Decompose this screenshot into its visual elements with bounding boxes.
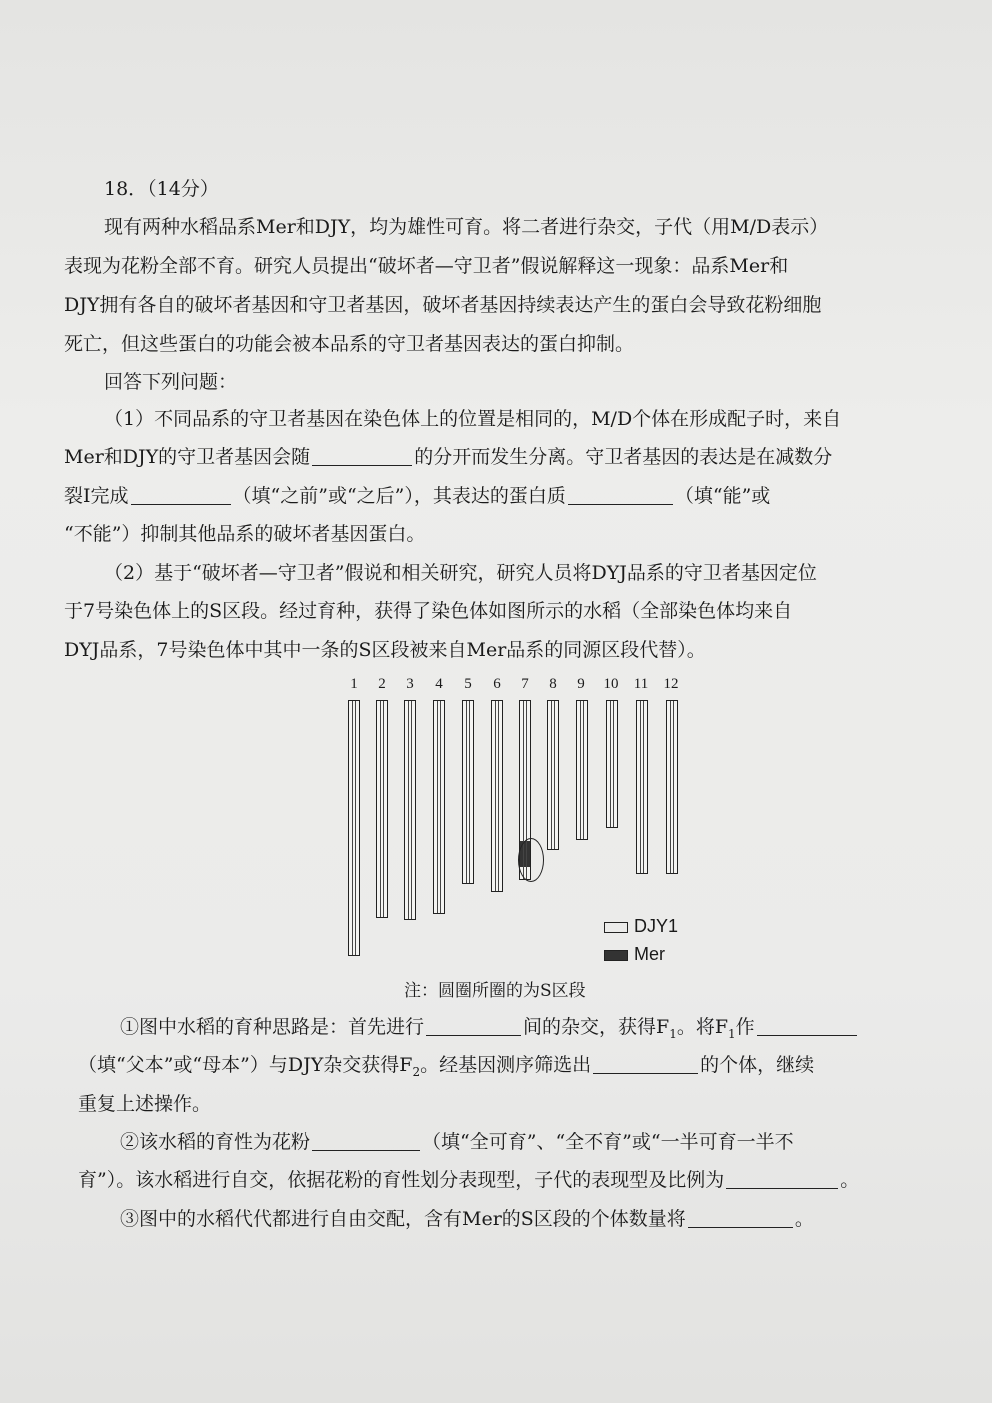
answer-blank-q1-2[interactable] xyxy=(131,484,231,505)
legend-djy-label: DJY1 xyxy=(634,916,679,936)
sub3-text-a: ③图中的水稻代代都进行自由交配，含有Mer的S区段的个体数量将 xyxy=(120,1208,686,1230)
sub2-text-d: 。 xyxy=(840,1169,860,1191)
answer-blank-sub1-1[interactable] xyxy=(426,1015,521,1036)
chromosome-figure xyxy=(330,676,690,996)
sub1-text-d: 作 xyxy=(735,1016,755,1038)
chromosome-2 xyxy=(376,700,388,918)
q1-line-2 xyxy=(64,444,944,470)
chromosome-5 xyxy=(462,700,474,884)
chromosome-3 xyxy=(404,700,416,920)
chromosome-number: 8 xyxy=(549,676,557,692)
legend-djy-swatch xyxy=(604,922,628,933)
chromosome-number: 2 xyxy=(378,676,386,692)
q1-text-2b: 的分开而发生分离。守卫者基因的表达是在减数分 xyxy=(414,446,833,468)
chromosome-1 xyxy=(348,700,360,956)
chromosome-number: 9 xyxy=(577,676,585,692)
sub1-line-3: 重复上述操作。 xyxy=(78,1093,212,1115)
legend-mer-label: Mer xyxy=(634,944,665,964)
sub3-text-b: 。 xyxy=(794,1208,814,1230)
sub2-text-b: （填“全可育”、“全不育”或“一半可育一半不 xyxy=(422,1131,794,1153)
sub1-text-a: ①图中水稻的育种思路是：首先进行 xyxy=(120,1016,425,1038)
subscript: 2 xyxy=(412,1064,421,1079)
sub2-line-2 xyxy=(78,1167,958,1193)
q1-line-4: “不能”）抑制其他品系的破坏者基因蛋白。 xyxy=(64,523,426,545)
chromosome-number: 12 xyxy=(663,676,679,692)
answer-blank-sub1-3[interactable] xyxy=(593,1053,698,1074)
q1-line-3 xyxy=(64,483,944,509)
s-segment-circle xyxy=(518,838,544,882)
q1-line-1: （1）不同品系的守卫者基因在染色体上的位置是相同的，M/D个体在形成配子时，来自 xyxy=(104,408,842,430)
q2-line-1: （2）基于“破坏者—守卫者”假说和相关研究，研究人员将DYJ品系的守卫者基因定位 xyxy=(104,562,817,584)
chromosome-number: 5 xyxy=(464,676,472,692)
answer-blank-sub3-1[interactable] xyxy=(688,1207,793,1228)
chromosome-number: 10 xyxy=(603,676,619,692)
answer-blank-sub1-2[interactable] xyxy=(757,1015,857,1036)
q2-line-2: 于7号染色体上的S区段。经过育种，获得了染色体如图所示的水稻（全部染色体均来自 xyxy=(64,600,793,622)
legend-djy xyxy=(604,916,678,937)
intro-line-3: DJY拥有各自的破坏者基因和守卫者基因，破坏者基因持续表达产生的蛋白会导致花粉细胞 xyxy=(64,294,822,316)
chromosome-6 xyxy=(491,700,503,892)
sub2-text-a: ②该水稻的育性为花粉 xyxy=(120,1131,311,1153)
chromosome-number: 11 xyxy=(633,676,649,692)
chromosome-12 xyxy=(666,700,678,874)
chromosome-4 xyxy=(433,700,445,914)
sub2-text-c: 育”）。该水稻进行自交，依据花粉的育性划分表现型，子代的表现型及比例为 xyxy=(78,1169,725,1191)
sub1-text-c: 。将F xyxy=(676,1016,729,1038)
figure-note: 注：圆圈所圈的为S区段 xyxy=(404,981,586,1001)
legend-mer xyxy=(604,944,665,965)
sub1-text-f: 。经基因测序筛选出 xyxy=(420,1054,592,1076)
chromosome-number: 3 xyxy=(406,676,414,692)
intro-line-1: 现有两种水稻品系Mer和DJY，均为雄性可育。将二者进行杂交，子代（用M/D表示） xyxy=(104,216,829,238)
question-header: 18．（14分） xyxy=(104,178,219,200)
chromosome-number: 6 xyxy=(493,676,501,692)
chromosome-11 xyxy=(636,700,648,874)
q1-text-3b: （填“之前”或“之后”），其表达的蛋白质 xyxy=(232,485,566,507)
chromosome-number: 1 xyxy=(350,676,358,692)
chromosome-number: 4 xyxy=(435,676,443,692)
subscript: 1 xyxy=(728,1026,736,1041)
sub2-line-1 xyxy=(120,1129,992,1155)
subscript: 1 xyxy=(669,1026,677,1041)
chromosome-number: 7 xyxy=(521,676,529,692)
sub1-text-e: （填“父本”或“母本”）与DJY杂交获得F xyxy=(78,1054,413,1076)
q1-text-3a: 裂I完成 xyxy=(64,485,129,507)
sub1-line-2 xyxy=(78,1052,958,1085)
q1-text-2a: Mer和DJY的守卫者基因会随 xyxy=(64,446,311,468)
chromosome-10 xyxy=(606,700,618,828)
answer-blank-q1-3[interactable] xyxy=(568,484,673,505)
legend-mer-swatch xyxy=(604,950,628,961)
chromosome-8 xyxy=(547,700,559,850)
chromosome-9 xyxy=(576,700,588,840)
sub1-text-g: 的个体，继续 xyxy=(700,1054,815,1076)
sub1-line-1 xyxy=(120,1014,992,1047)
answer-blank-sub2-1[interactable] xyxy=(312,1130,420,1151)
answer-blank-q1-1[interactable] xyxy=(312,445,412,466)
q2-line-3: DYJ品系，7号染色体中其中一条的S区段被来自Mer品系的同源区段代替）。 xyxy=(64,639,706,661)
q1-text-3c: （填“能”或 xyxy=(674,485,771,507)
intro-line-2: 表现为花粉全部不育。研究人员提出“破坏者—守卫者”假说解释这一现象：品系Mer和 xyxy=(64,255,789,277)
answer-blank-sub2-2[interactable] xyxy=(726,1168,838,1189)
intro-line-4: 死亡，但这些蛋白的功能会被本品系的守卫者基因表达的蛋白抑制。 xyxy=(64,333,635,355)
sub3-line-1 xyxy=(120,1206,992,1232)
sub1-text-b: 间的杂交，获得F xyxy=(523,1016,670,1038)
prompt-text: 回答下列问题： xyxy=(104,371,238,393)
